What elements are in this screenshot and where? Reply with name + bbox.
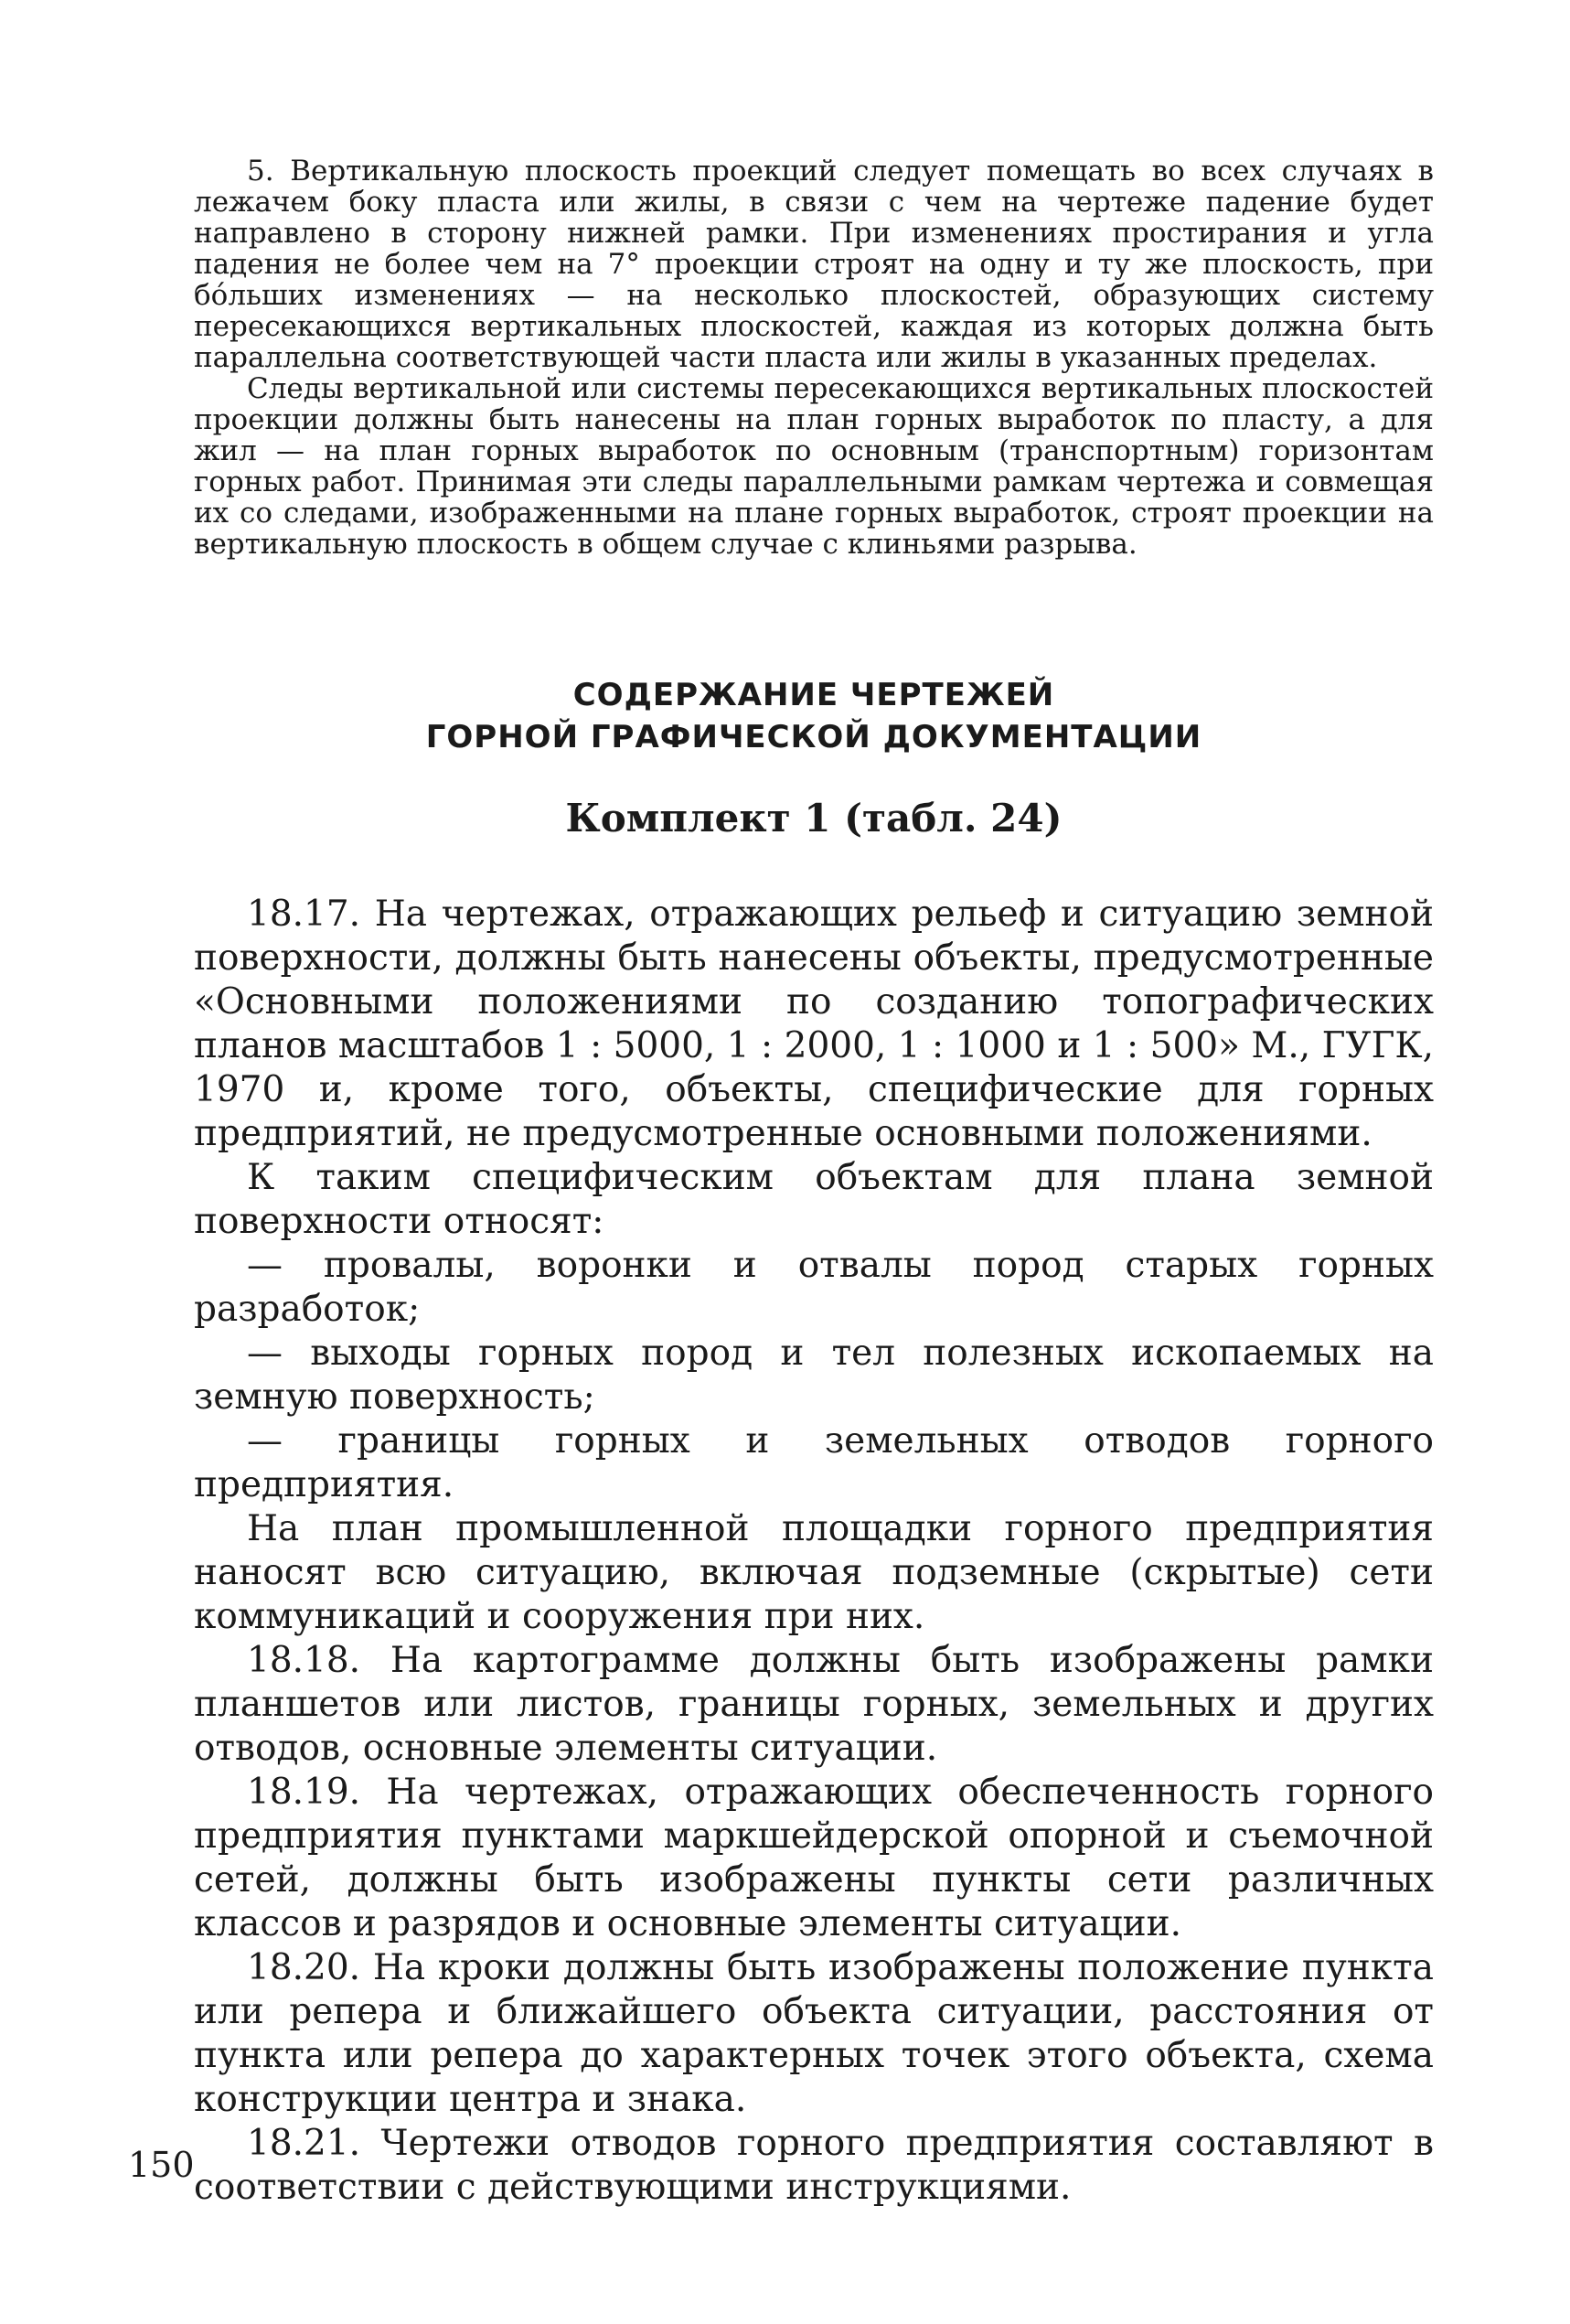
page-number: 150 [128,2145,195,2185]
set-subheading: Комплект 1 (табл. 24) [565,796,1063,841]
paragraph-18-21: 18.21. Чертежи отводов горного предприятия составляют в соответствии с действующими инструкциями. [194,2123,1434,2208]
paragraph-18-17: 18.17. На чертежах, отражающих рельеф и ситуацию земной поверхности, должны быть нанесены объекты, предусмотренные «Основными положениями по созданию топографических планов масштабов 1 : 5000, 1 : 2000, 1 : 1000 и 1 : 500» М., ГУГК, 1970 и, кроме того, объекты, специфические для горных предприятий, не предусмотренные основными положениями. [194,894,1434,1154]
paragraph-specific-objects: К таким специфическим объектам для плана земной поверхности относят: [194,1157,1434,1242]
paragraph-18-19: 18.19. На чертежах, отражающих обеспеченность горного предприятия пунктами маркшейдерской опорной и съемочной сетей, должны быть изображены пункты сети различных классов и разрядов и основные элементы ситуации. [194,1772,1434,1944]
list-item-failures: — провалы, воронки и отвалы пород старых горных разработок; [194,1245,1434,1330]
paragraph-projection-traces: Следы вертикальной или системы пересекающихся вертикальных плоскостей проекции должны быть нанесены на план горных выработок по пласту, а для жил — на план горных выработок по основным (транспортным) горизонтам горных работ. Принимая эти следы параллельными рамкам чертежа и совмещая их со следами, изображенными на плане горных выработок, строят проекции на вертикальную плоскость в общем случае с клиньями разрыва. [194,372,1434,561]
paragraph-item-5: 5. Вертикальную плоскость проекций следует помещать во всех случаях в лежачем боку пласта или жилы, в связи с чем на чертеже падение будет направлено в сторону нижней рамки. При изменениях простирания и угла падения не более чем на 7° проекции строят на одну и ту же плоскость, при бóльших изменениях — на несколько плоскостей, образующих систему пересекающихся вертикальных плоскостей, каждая из которых должна быть параллельна соответствующей части пласта или жилы в указанных пределах. [194,155,1434,374]
section-heading [194,674,1434,758]
intro-section [194,155,1434,560]
paragraph-industrial-site: На план промышленной площадки горного предприятия наносят всю ситуацию, включая подземные (скрытые) сети коммуникаций и сооружения при них. [194,1508,1434,1637]
list-item-outcrops: — выходы горных пород и тел полезных ископаемых на земную поверхность; [194,1333,1434,1418]
paragraph-18-20: 18.20. На кроки должны быть изображены положение пункта или репера и ближайшего объекта ситуации, расстояния от пункта или репера до характерных точек этого объекта, схема конструкции центра и знака. [194,1947,1434,2120]
main-section [194,893,1434,2210]
heading-line-1: СОДЕРЖАНИЕ ЧЕРТЕЖЕЙ [572,677,1055,713]
list-item-boundaries: — границы горных и земельных отводов горного предприятия. [194,1420,1434,1505]
page-content [194,155,1434,2210]
heading-line-2: ГОРНОЙ ГРАФИЧЕСКОЙ ДОКУМЕНТАЦИИ [425,719,1202,755]
paragraph-18-18: 18.18. На картограмме должны быть изображены рамки планшетов или листов, границы горных, земельных и других отводов, основные элементы ситуации. [194,1640,1434,1769]
